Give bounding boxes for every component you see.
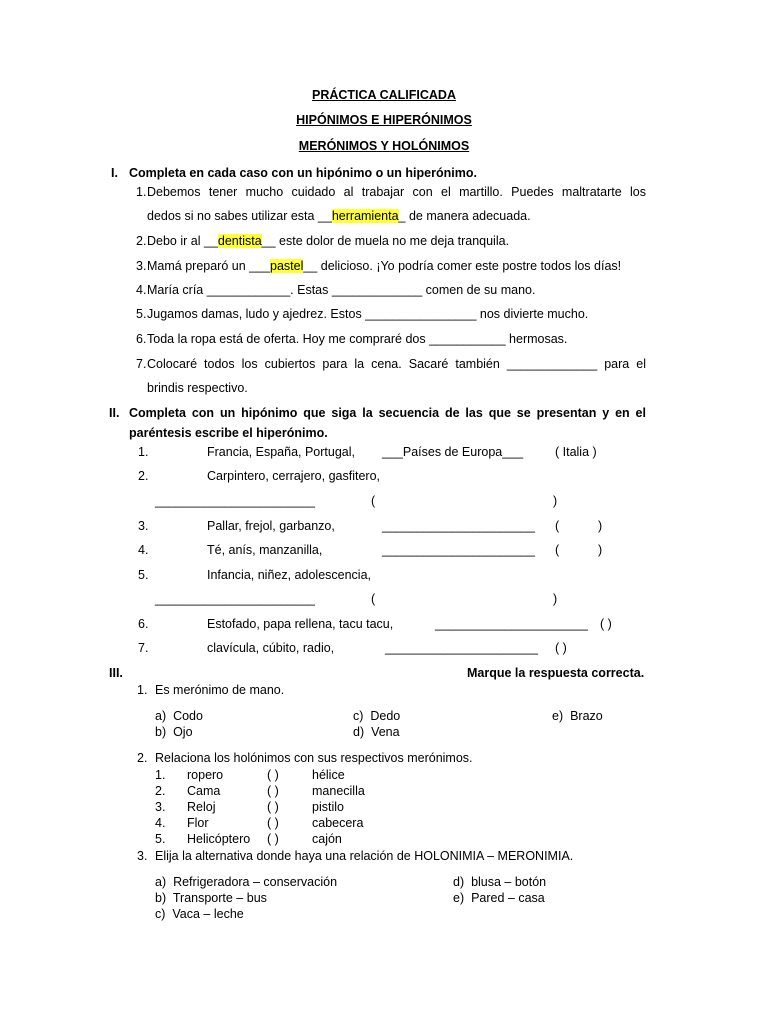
q3-number: 3. (137, 849, 148, 863)
s2-item3-paren-close: ) (598, 519, 603, 533)
q2-row-number: 1. (155, 768, 166, 782)
s1-item7-line2: brindis respectivo. (147, 381, 248, 395)
q2-row-paren[interactable]: ( ) (267, 784, 279, 798)
q1-text: Es merónimo de mano. (155, 683, 285, 697)
s1-item7-line1: Colocaré todos los cubiertos para la cena. Sacaré también _____________ para el (147, 357, 646, 371)
s2-item2-paren-close: ) (553, 494, 558, 508)
s2-item4-paren-close: ) (598, 543, 603, 557)
q2-row-meronym: cabecera (312, 816, 364, 830)
q2-row-meronym: hélice (312, 768, 345, 782)
q1-option-d[interactable]: d) Vena (353, 725, 400, 739)
q1-option-c[interactable]: c) Dedo (353, 709, 401, 723)
q2-row-meronym: cajón (312, 832, 342, 846)
s2-item1-words: Francia, España, Portugal, (207, 445, 355, 459)
s1-item3-text: Mamá preparó un ___pastel__ delicioso. ¡Yo podría comer este postre todos los días! (147, 259, 622, 273)
answer-dentista: dentista (217, 234, 262, 248)
s2-item7-number: 7. (138, 641, 149, 655)
q1-number: 1. (137, 683, 148, 697)
s2-item1-answer: ___Países de Europa___ (382, 445, 524, 459)
s1-item2-text: Debo ir al __dentista__ este dolor de muela no me deja tranquila. (147, 234, 510, 248)
subtitle-hyponyms: HIPÓNIMOS E HIPERÓNIMOS (296, 113, 472, 127)
s1-item5-text: Jugamos damas, ludo y ajedrez. Estos ________________ nos divierte mucho. (147, 307, 589, 321)
s2-item1-paren: ( Italia ) (555, 445, 597, 459)
s1-item4-text: María cría ____________. Estas _____________ comen de su mano. (147, 283, 536, 297)
s2-item6-words: Estofado, papa rellena, tacu tacu, (207, 617, 394, 631)
answer-herramienta: herramienta (331, 209, 399, 223)
section1-heading: Completa en cada caso con un hipónimo o un hiperónimo. (129, 166, 477, 180)
q2-row-meronym: pistilo (312, 800, 344, 814)
s2-item5-words: Infancia, niñez, adolescencia, (207, 568, 371, 582)
s2-item3-words: Pallar, frejol, garbanzo, (207, 519, 335, 533)
s1-item6-number: 6. (136, 332, 147, 346)
subtitle-meronyms: MERÓNIMOS Y HOLÓNIMOS (298, 139, 470, 153)
s2-item7-blank: ______________________ (385, 641, 538, 655)
q2-row-holonym: Reloj (187, 800, 216, 814)
s2-item4-paren-open: ( (555, 543, 560, 557)
s1-item1-number: 1. (136, 185, 147, 199)
q2-row-paren[interactable]: ( ) (267, 832, 279, 846)
q2-row-meronym: manecilla (312, 784, 365, 798)
q2-row-holonym: Helicóptero (187, 832, 251, 846)
s2-item5-blank: _______________________ (155, 592, 315, 606)
s1-item7-number: 7. (136, 357, 147, 371)
q2-row-holonym: Cama (187, 784, 221, 798)
s2-item6-paren: ( ) (600, 617, 612, 631)
s2-item3-paren-open: ( (555, 519, 560, 533)
s2-item2-blank: _______________________ (155, 494, 315, 508)
s2-item2-number: 2. (138, 469, 149, 483)
s1-item3-number: 3. (136, 259, 147, 273)
q2-row-holonym: ropero (187, 768, 224, 782)
q2-row-paren[interactable]: ( ) (267, 768, 279, 782)
q2-row-number: 4. (155, 816, 166, 830)
s2-item3-number: 3. (138, 519, 149, 533)
section1-number: I. (111, 166, 118, 180)
s2-item5-paren-close: ) (553, 592, 558, 606)
section2-heading-line2: paréntesis escribe el hiperónimo. (129, 426, 328, 440)
q2-row-paren[interactable]: ( ) (267, 816, 279, 830)
q2-row-number: 5. (155, 832, 166, 846)
s2-item2-words: Carpintero, cerrajero, gasfitero, (207, 469, 380, 483)
q2-text: Relaciona los holónimos con sus respectivos merónimos. (155, 751, 473, 765)
q3-option-b[interactable]: b) Transporte – bus (155, 891, 267, 905)
s1-item1-line2: dedos si no sabes utilizar esta __herramienta_ de manera adecuada. (147, 209, 531, 223)
s2-item5-number: 5. (138, 568, 149, 582)
s1-item2-number: 2. (136, 234, 147, 248)
s2-item7-paren: ( ) (555, 641, 567, 655)
section2-heading-line1: Completa con un hipónimo que siga la secuencia de las que se presentan y en el (129, 406, 646, 420)
s1-item6-text: Toda la ropa está de oferta. Hoy me compraré dos ___________ hermosas. (147, 332, 568, 346)
s1-item4-number: 4. (136, 283, 147, 297)
s2-item4-number: 4. (138, 543, 149, 557)
s1-item1-line1: Debemos tener mucho cuidado al trabajar con el martillo. Puedes maltratarte los (147, 185, 646, 199)
q3-option-e[interactable]: e) Pared – casa (453, 891, 545, 905)
q3-option-a[interactable]: a) Refrigeradora – conservación (155, 875, 338, 889)
s2-item3-blank: ______________________ (382, 519, 535, 533)
q3-option-d[interactable]: d) blusa – botón (453, 875, 547, 889)
q3-text: Elija la alternativa donde haya una relación de HOLONIMIA – MERONIMIA. (155, 849, 574, 863)
section3-instruction: Marque la respuesta correcta. (467, 666, 645, 680)
q1-option-e[interactable]: e) Brazo (552, 709, 603, 723)
s2-item4-blank: ______________________ (382, 543, 535, 557)
q1-option-a[interactable]: a) Codo (155, 709, 203, 723)
s2-item7-words: clavícula, cúbito, radio, (207, 641, 335, 655)
s2-item4-words: Té, anís, manzanilla, (207, 543, 323, 557)
s2-item2-paren-open: ( (371, 494, 376, 508)
section2-number: II. (109, 406, 120, 420)
section3-number: III. (109, 666, 123, 680)
q2-row-paren[interactable]: ( ) (267, 800, 279, 814)
q2-row-number: 2. (155, 784, 166, 798)
s2-item5-paren-open: ( (371, 592, 376, 606)
q2-number: 2. (137, 751, 148, 765)
q2-row-holonym: Flor (187, 816, 209, 830)
practice-title: PRÁCTICA CALIFICADA (312, 88, 456, 102)
q2-row-number: 3. (155, 800, 166, 814)
q1-option-b[interactable]: b) Ojo (155, 725, 193, 739)
s2-item1-number: 1. (138, 445, 149, 459)
answer-pastel: pastel (270, 259, 304, 273)
q3-option-c[interactable]: c) Vaca – leche (155, 907, 244, 921)
s2-item6-number: 6. (138, 617, 149, 631)
s1-item5-number: 5. (136, 307, 147, 321)
s2-item6-blank: ______________________ (435, 617, 588, 631)
